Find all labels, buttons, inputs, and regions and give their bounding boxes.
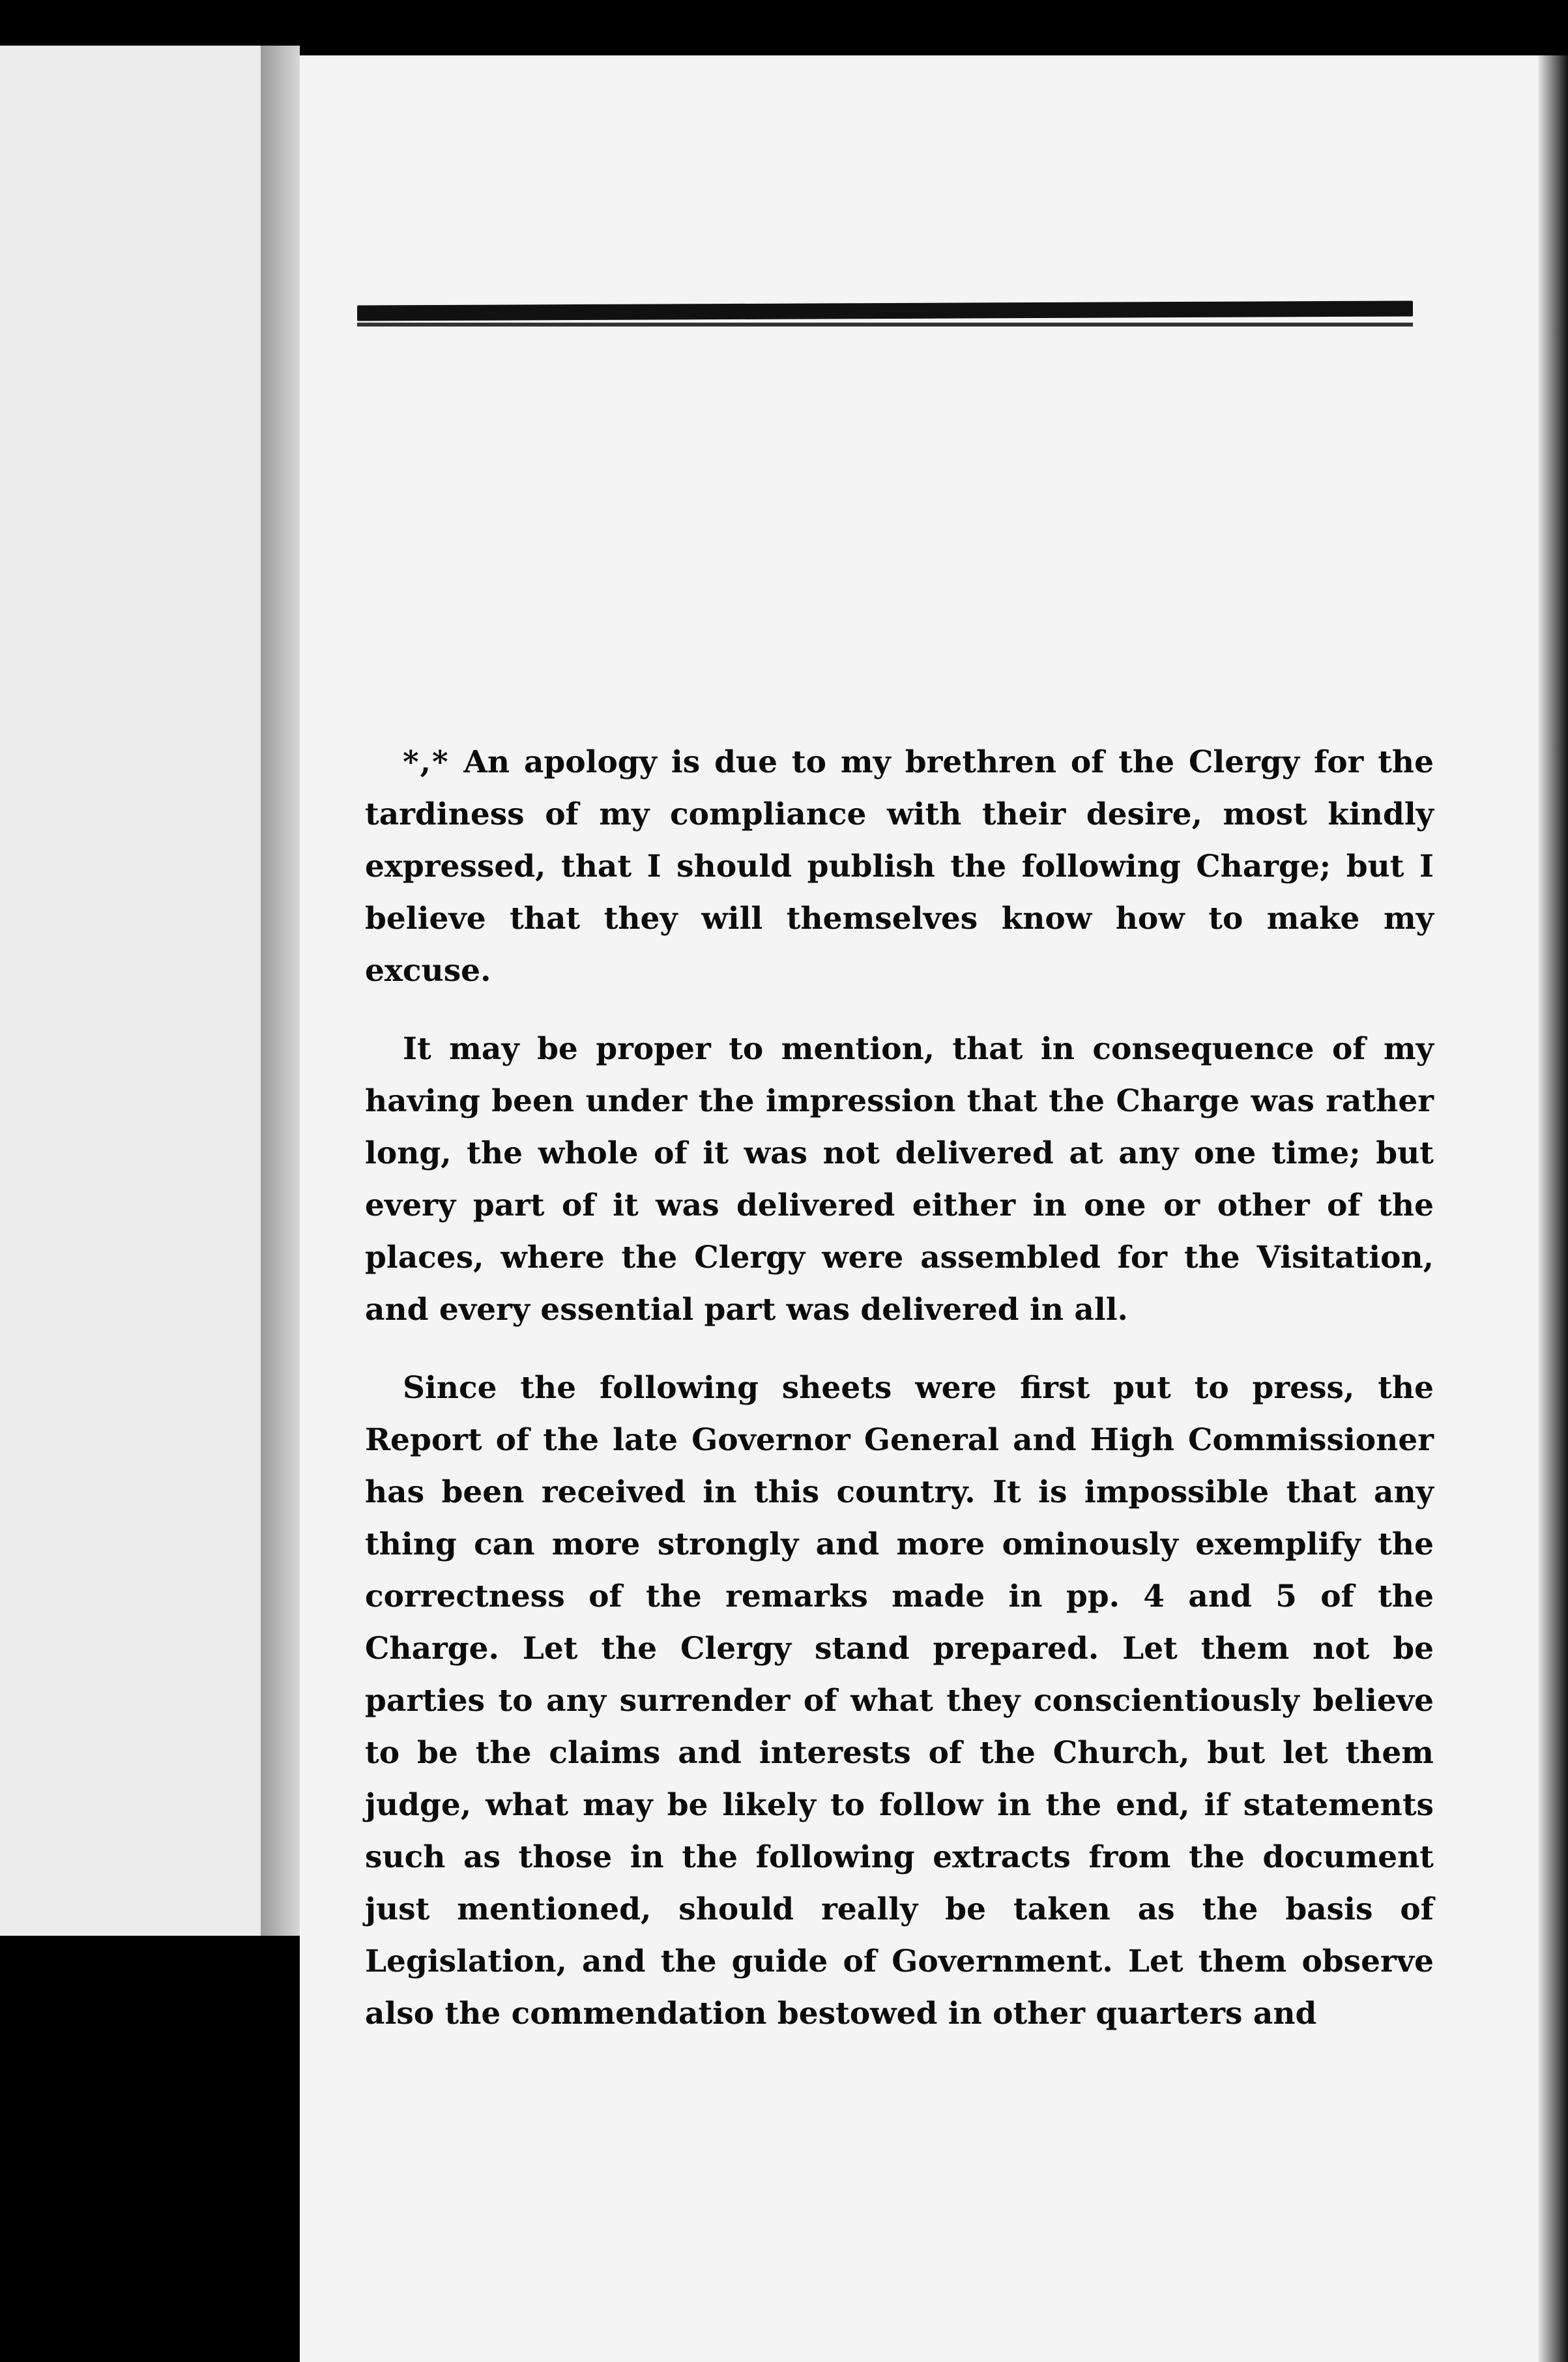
header-rule-underline (357, 323, 1413, 327)
paragraph-report: Since the following sheets were first put to press, the Report of the late Governor General and High Commissioner has been received in this country. It is impossible that any thing can more strongly and more ominously exemplify the correctness of the remarks made in pp. 4 and 5 of the Charge. Let the Clergy stand prepared. Let them not be parties to any surrender of what they conscientiously believe to be the claims and interests of the Church, but let them judge, what may be likely to follow in the end, if statements such as those in the following extracts from the document just mentioned, should really be taken as the basis of Legislation, and the guide of Government. Let them observe also the commendation bestowed in other quarters and (365, 1370, 1434, 2032)
asterism-marker: *,* (403, 744, 450, 780)
paragraph-delivery: It may be proper to mention, that in consequence of my having been under the impression that the Charge was rather long, the whole of it was not delivered at any one time; but every part of it was delivered either in one or other of the places, where the Clergy were assembled for the Visitation, and every essential part was delivered in all. (365, 1031, 1434, 1328)
paragraph-text: An apology is due to my brethren of the Clergy for the tardiness of my compliance with their desire, most kindly expressed, that I should publish the following Charge; but I believe that they will themselves know how to make my excuse. (365, 744, 1434, 989)
page-edge-shadow (1538, 55, 1568, 2362)
paragraph-apology (365, 736, 1434, 997)
previous-page-fragment (0, 46, 261, 1936)
page-body (365, 736, 1434, 2066)
gutter-shadow (261, 46, 300, 1936)
document-page (300, 55, 1551, 2362)
header-rule (357, 300, 1413, 321)
